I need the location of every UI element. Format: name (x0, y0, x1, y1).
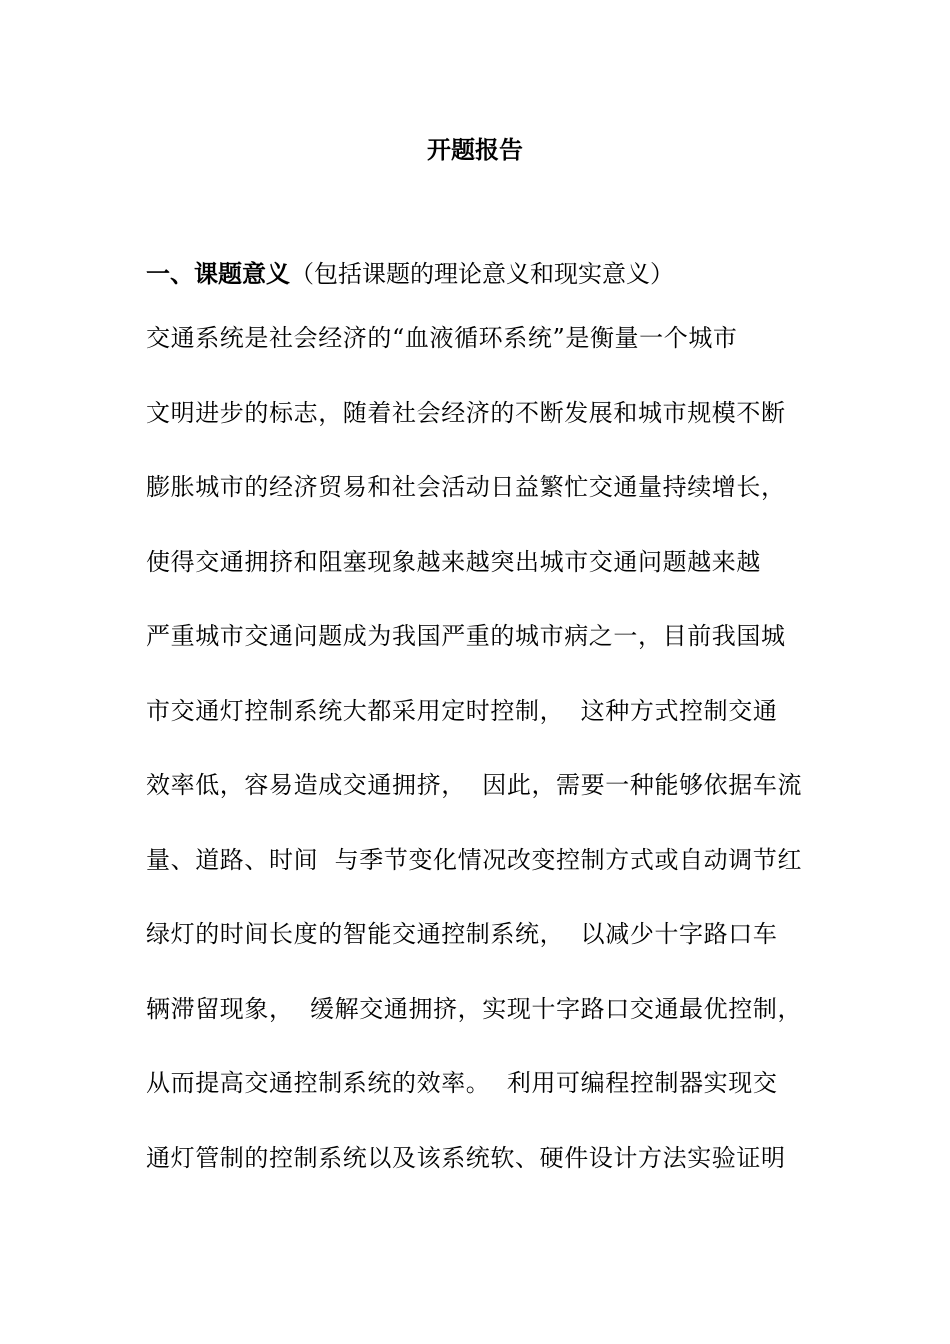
section-heading-note: （包括课题的理论意义和现实意义） (290, 260, 674, 288)
paragraph-line: 绿灯的时间长度的智能交通控制系统， 以减少十字路口车 (146, 920, 778, 948)
paragraph-line: 市交通灯控制系统大都采用定时控制， 这种方式控制交通 (146, 696, 778, 725)
paragraph-line: 从而提高交通控制系统的效率。 利用可编程控制器实现交 (146, 1069, 778, 1097)
body-paragraph (146, 320, 826, 1214)
page-title: 开题报告 (427, 135, 523, 164)
paragraph-line: 交通系统是社会经济的“血液循环系统”是衡量一个城市 (146, 324, 738, 352)
paragraph-line: 严重城市交通问题成为我国严重的城市病之一，目前我国城 (146, 622, 786, 650)
paragraph-line: 文明进步的标志，随着社会经济的不断发展和城市规模不断 (146, 398, 786, 427)
paragraph-line: 量、道路、时间 与季节变化情况改变控制方式或自动调节红 (146, 845, 803, 874)
paragraph-line: 辆滞留现象， 缓解交通拥挤，实现十字路口交通最优控制， (146, 994, 803, 1023)
section-heading (146, 258, 826, 290)
paragraph-line: 膨胀城市的经济贸易和社会活动日益繁忙交通量持续增长， (146, 473, 786, 501)
paragraph-line: 效率低，容易造成交通拥挤， 因此，需要一种能够依据车流 (146, 771, 803, 799)
paragraph-line: 使得交通拥挤和阻塞现象越来越突出城市交通问题越来越 (146, 547, 761, 576)
section-heading-label: 一、课题意义 (146, 259, 290, 288)
paragraph-line: 通灯管制的控制系统以及该系统软、硬件设计方法实验证明 (146, 1143, 786, 1172)
